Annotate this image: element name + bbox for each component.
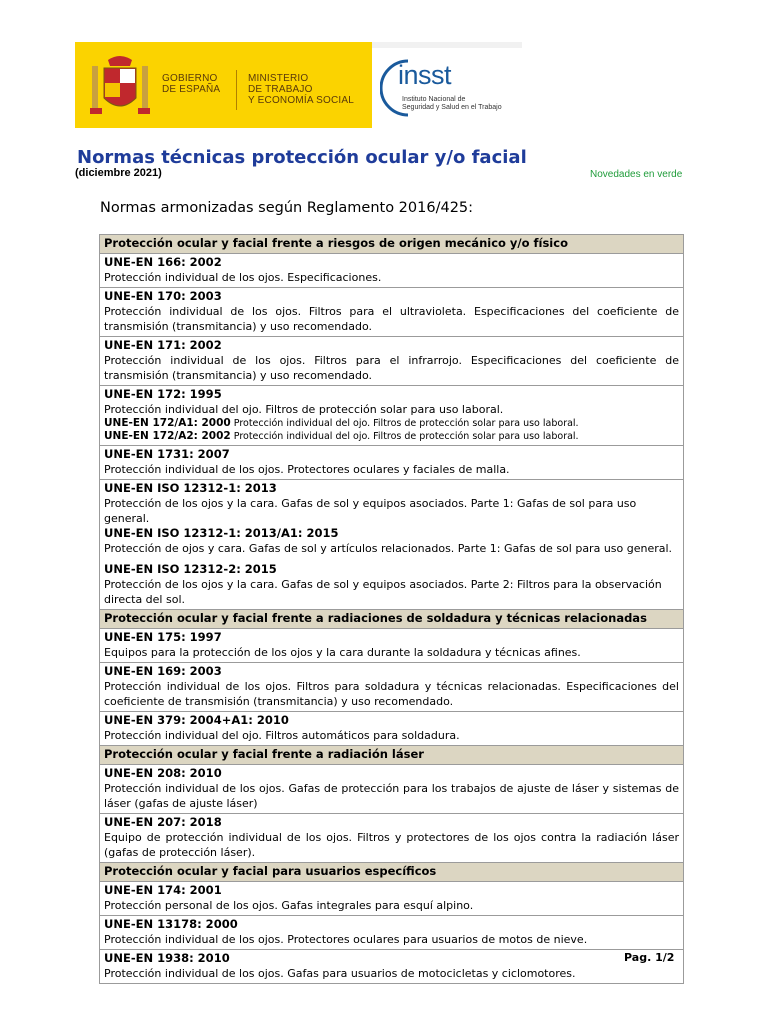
table-row — [100, 480, 684, 610]
gov-line-1: GOBIERNO — [162, 73, 218, 84]
amendment-line — [104, 430, 679, 443]
section-title: Normas armonizadas según Reglamento 2016/425: — [100, 200, 474, 216]
table-row — [100, 663, 684, 712]
norm-description: Protección de ojos y cara. Gafas de sol y artículos relacionados. Parte 1: Gafas de sol para uso general. — [104, 542, 673, 555]
category-laser: Protección ocular y facial frente a radiación láser — [100, 746, 684, 765]
government-label — [162, 73, 220, 95]
norm-code: UNE-EN 13178: 2000 — [104, 917, 238, 931]
category-row — [100, 863, 684, 882]
ministry-line-3: Y ECONOMÍA SOCIAL — [248, 95, 355, 106]
document-date: (diciembre 2021) — [75, 167, 162, 179]
category-specific-users: Protección ocular y facial para usuarios específicos — [100, 863, 684, 882]
norm-code: UNE-EN ISO 12312-1: 2013/A1: 2015 — [104, 526, 339, 540]
norm-code: UNE-EN 172: 1995 — [104, 387, 222, 401]
ministry-label — [248, 73, 354, 106]
norm-code: UNE-EN 170: 2003 — [104, 289, 222, 303]
table-row — [100, 337, 684, 386]
table-row — [100, 950, 684, 984]
table-row — [100, 629, 684, 663]
norm-description: Equipos para la protección de los ojos y la cara durante la soldadura y técnicas afines. — [104, 646, 581, 659]
norm-code: UNE-EN 166: 2002 — [104, 255, 222, 269]
norm-code: UNE-EN 174: 2001 — [104, 883, 222, 897]
table-row — [100, 446, 684, 480]
insst-subtitle — [402, 96, 502, 112]
insst-sub-line-1: Instituto Nacional de — [402, 96, 466, 103]
table-row — [100, 916, 684, 950]
norm-code: UNE-EN 169: 2003 — [104, 664, 222, 678]
amendment-description: Protección individual del ojo. Filtros de protección solar para uso laboral. — [233, 431, 579, 442]
amendment-code: UNE-EN 172/A1: 2000 — [104, 417, 231, 429]
norm-code: UNE-EN 171: 2002 — [104, 338, 222, 352]
norm-code: UNE-EN 207: 2018 — [104, 815, 222, 829]
norm-description: Protección individual de los ojos. Filtros para el infrarrojo. Especificaciones del coeficiente de transmisión (transmitancia) y uso recomendado. — [104, 354, 679, 382]
insst-logo: insst — [398, 60, 452, 90]
norm-description: Protección de los ojos y la cara. Gafas de sol y equipos asociados. Parte 2: Filtros para la observación directa del sol. — [104, 578, 662, 606]
norm-code: UNE-EN 1938: 2010 — [104, 951, 230, 965]
table-row — [100, 712, 684, 746]
norm-description: Protección individual de los ojos. Protectores oculares y faciales de malla. — [104, 463, 510, 476]
norm-description: Equipo de protección individual de los ojos. Filtros y protectores de los ojos contra la radiación láser (gafas de protección láser). — [104, 831, 679, 859]
ministry-line-1: MINISTERIO — [248, 73, 309, 84]
table-row — [100, 765, 684, 814]
document-title: Normas técnicas protección ocular y/o facial — [77, 147, 527, 168]
norm-description: Protección individual de los ojos. Gafas para usuarios de motocicletas y ciclomotores. — [104, 967, 576, 980]
category-row — [100, 746, 684, 765]
logo-divider — [236, 70, 237, 110]
table-row — [100, 288, 684, 337]
category-mechanical: Protección ocular y facial frente a riesgos de origen mecánico y/o físico — [100, 235, 684, 254]
norm-code: UNE-EN 379: 2004+A1: 2010 — [104, 713, 289, 727]
amendment-code: UNE-EN 172/A2: 2002 — [104, 430, 231, 442]
insst-sub-line-2: Seguridad y Salud en el Trabajo — [402, 104, 502, 111]
norms-table — [99, 234, 684, 984]
norm-code: UNE-EN 175: 1997 — [104, 630, 222, 644]
norm-code: UNE-EN 208: 2010 — [104, 766, 222, 780]
category-welding: Protección ocular y facial frente a radiaciones de soldadura y técnicas relacionadas — [100, 610, 684, 629]
table-row — [100, 386, 684, 446]
table-row — [100, 254, 684, 288]
norm-description: Protección individual del ojo. Filtros automáticos para soldadura. — [104, 729, 460, 742]
category-row — [100, 610, 684, 629]
norm-description: Protección personal de los ojos. Gafas integrales para esquí alpino. — [104, 899, 474, 912]
table-row — [100, 814, 684, 863]
norm-description: Protección individual del ojo. Filtros de protección solar para uso laboral. — [104, 403, 504, 416]
coat-of-arms-icon — [88, 52, 152, 122]
norm-description: Protección individual de los ojos. Filtros para soldadura y técnicas relacionadas. Especificaciones del coeficiente de transmisión (transmitancia) y uso recomendado. — [104, 680, 679, 708]
novedades-note: Novedades en verde — [590, 169, 683, 180]
norm-description: Protección de los ojos y la cara. Gafas de sol y equipos asociados. Parte 1: Gafas de sol para uso general. — [104, 497, 637, 525]
norm-code: UNE-EN ISO 12312-2: 2015 — [104, 562, 277, 576]
norm-description: Protección individual de los ojos. Filtros para el ultravioleta. Especificaciones del coeficiente de transmisión (transmitancia) y uso recomendado. — [104, 305, 679, 333]
table-row — [100, 882, 684, 916]
gov-line-2: DE ESPAÑA — [162, 84, 221, 95]
page-number: Pag. 1/2 — [624, 951, 675, 964]
amendment-line — [104, 417, 679, 430]
category-row — [100, 235, 684, 254]
norm-description: Protección individual de los ojos. Protectores oculares para usuarios de motos de nieve. — [104, 933, 588, 946]
norm-code: UNE-EN 1731: 2007 — [104, 447, 230, 461]
ministry-line-2: DE TRABAJO — [248, 84, 313, 95]
norm-description: Protección individual de los ojos. Especificaciones. — [104, 271, 382, 284]
norm-code: UNE-EN ISO 12312-1: 2013 — [104, 481, 277, 495]
norm-description: Protección individual de los ojos. Gafas de protección para los trabajos de ajuste de láser y sistemas de láser (gafas de ajuste láser) — [104, 782, 679, 810]
amendment-description: Protección individual del ojo. Filtros de protección solar para uso laboral. — [233, 418, 579, 429]
